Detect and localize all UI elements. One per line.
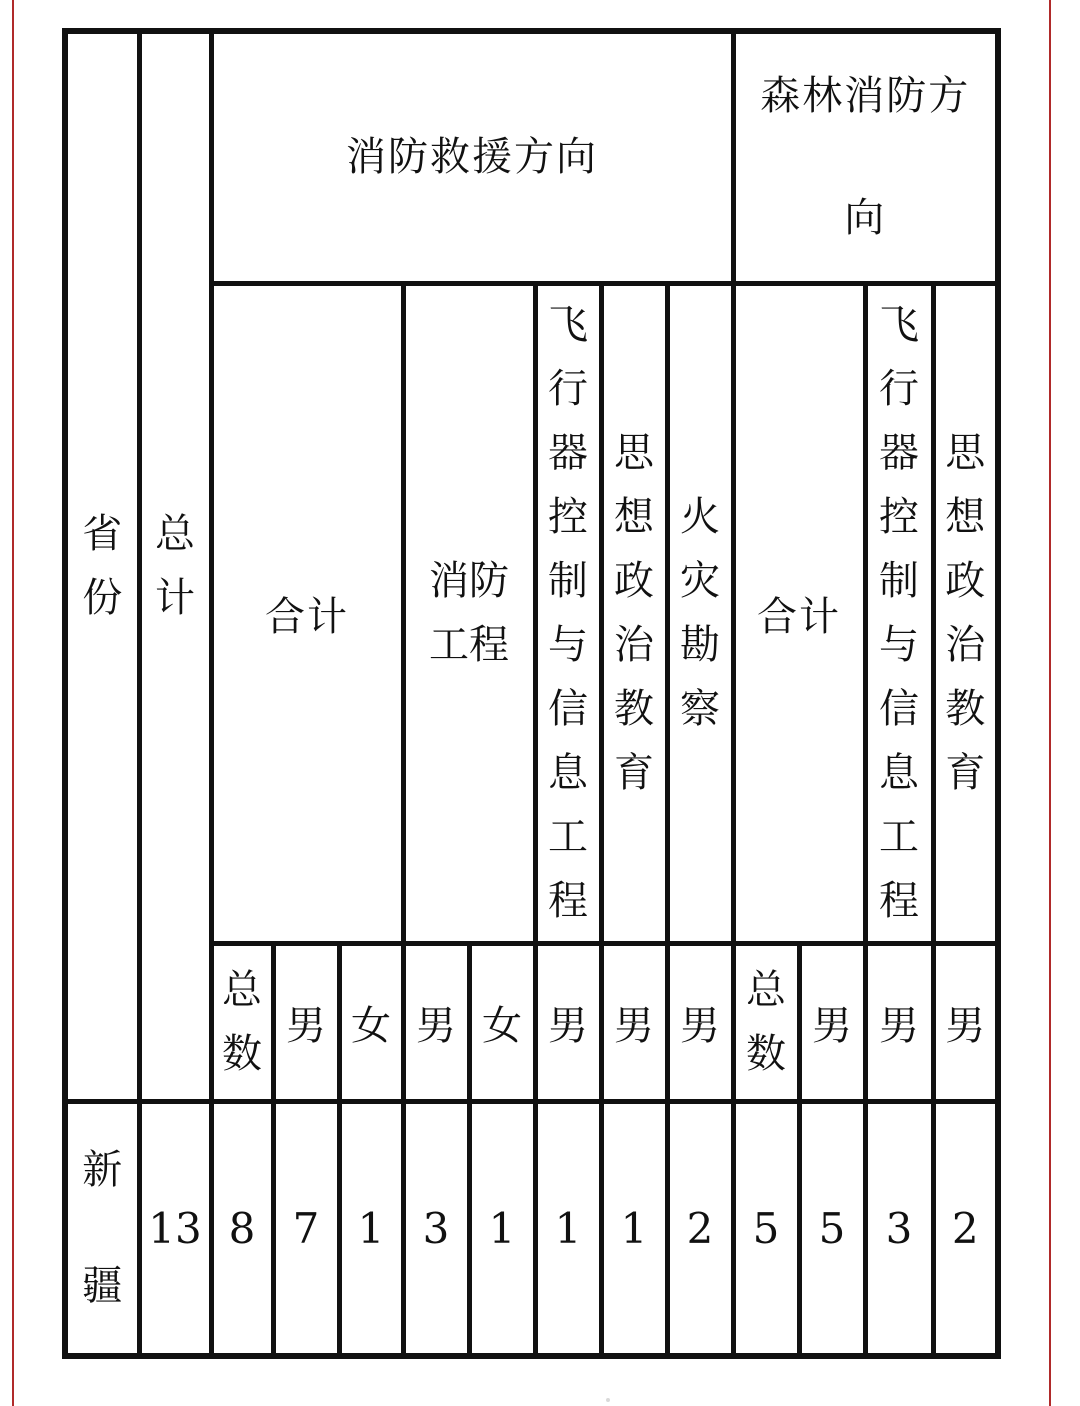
value-cell [339,1101,403,1356]
value-cell [865,1101,933,1356]
value-cell [667,1101,733,1356]
cell-value: 2 [686,1203,714,1253]
sub-header-cell [799,943,865,1101]
page-border-left [12,0,14,1406]
total-cell [139,1101,211,1356]
forest-aircraft-control-header: 飞行器控制与信息工程 [879,302,919,924]
cell-value: 5 [818,1203,846,1253]
province-header: 省份 [82,511,123,622]
forest-subtotal-header: 合计 [757,593,841,640]
sub-header: 男 [286,1002,326,1049]
cell-value: 2 [951,1203,979,1253]
sub-header: 男 [548,1002,588,1049]
fire-investigation-cell [667,283,733,943]
sub-header: 男 [614,1002,654,1049]
province-header-cell [65,31,139,1101]
value-cell [733,1101,799,1356]
sub-header-cell [601,943,667,1101]
cell-value: 7 [292,1203,320,1253]
sub-header: 男 [416,1002,456,1049]
value-cell [933,1101,998,1356]
sub-header: 女 [351,1002,391,1049]
page-border-right [1049,0,1051,1406]
fire-rescue-group-header: 消防救援方向 [346,134,598,181]
total-header-cell [139,31,211,1101]
cell-value: 5 [752,1203,780,1253]
province-cell [65,1101,139,1356]
cell-value: 1 [554,1203,582,1253]
value-cell [799,1101,865,1356]
cell-value: 3 [885,1203,913,1253]
cell-value: 1 [488,1203,516,1253]
sub-header-cell [667,943,733,1101]
cell-value: 1 [620,1203,648,1253]
sub-header: 总数 [746,967,786,1077]
total-header: 总计 [155,511,195,622]
admission-plan-table [62,28,1001,1359]
value-cell [403,1101,469,1356]
sub-header-cell [933,943,998,1101]
cell-value: 3 [422,1203,450,1253]
fire-investigation-header: 火灾勘察 [680,494,720,732]
forest-group-cell [733,31,998,283]
sub-header-cell [865,943,933,1101]
value-cell [211,1101,273,1356]
sub-header-cell [733,943,799,1101]
forest-political-education-header: 思想政治教育 [945,430,986,796]
scan-dot [606,1398,610,1402]
sub-header-cell [535,943,601,1101]
aircraft-control-cell [535,283,601,943]
sub-header-cell [403,943,469,1101]
province-value: 新疆 [82,1147,123,1310]
value-cell [535,1101,601,1356]
sub-header: 女 [482,1002,522,1049]
sub-header-cell [339,943,403,1101]
value-cell [273,1101,339,1356]
header-row-group [65,31,998,283]
sub-header: 男 [680,1002,720,1049]
forest-subtotal-cell [733,283,865,943]
value-cell [601,1101,667,1356]
forest-political-education-cell [933,283,998,943]
forest-group-header: 森林消防方向 [760,73,971,242]
fire-rescue-group-cell [211,31,733,283]
forest-aircraft-control-cell [865,283,933,943]
sub-header: 总数 [222,967,262,1077]
fire-rescue-subtotal-cell [211,283,403,943]
sub-header-cell [273,943,339,1101]
cell-value: 8 [228,1203,256,1253]
political-education-header: 思想政治教育 [614,430,654,796]
total-value: 13 [148,1203,202,1253]
fire-engineering-header: 消防工程 [429,558,509,668]
fire-engineering-cell [403,283,535,943]
sub-header: 男 [945,1002,986,1049]
cell-value: 1 [357,1203,385,1253]
sub-header: 男 [812,1002,852,1049]
fire-rescue-subtotal-header: 合计 [265,593,349,640]
table-row [65,1101,998,1356]
sub-header: 男 [879,1002,919,1049]
sub-header-cell [211,943,273,1101]
aircraft-control-header: 飞行器控制与信息工程 [548,302,588,924]
sub-header-cell [469,943,535,1101]
political-education-cell [601,283,667,943]
value-cell [469,1101,535,1356]
